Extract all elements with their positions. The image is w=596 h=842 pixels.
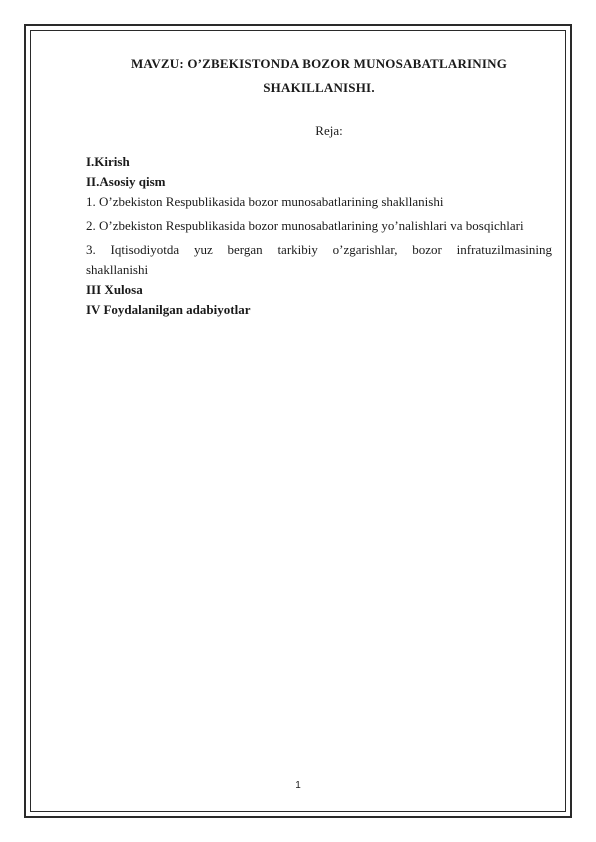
plan-item-2: 2. O’zbekiston Respublikasida bozor munosabatlarining yo’nalishlari va bosqichlari xyxy=(86,218,524,233)
section-conclusion: III Xulosa xyxy=(86,282,143,297)
document-title-line-2: SHAKILLANISHI. xyxy=(263,80,375,95)
section-introduction: I.Kirish xyxy=(86,154,130,169)
plan-item-1: 1. O’zbekiston Respublikasida bozor munosabatlarining shakllanishi xyxy=(86,194,444,209)
section-main-part: II.Asosiy qism xyxy=(86,174,166,189)
plan-item-3-line-2: shakllanishi xyxy=(86,262,149,277)
document-body xyxy=(86,52,552,320)
plan-heading: Reja: xyxy=(315,123,343,138)
plan-item-3-line-1: 3. Iqtisodiyotda yuz bergan tarkibiy o’zgarishlar, bozor infratuzilmasining xyxy=(86,242,552,257)
document-title-line-1: MAVZU: O’ZBEKISTONDA BOZOR MUNOSABATLARINING xyxy=(130,56,508,71)
page-number: 1 xyxy=(295,780,301,791)
section-references: IV Foydalanilgan adabiyotlar xyxy=(86,302,251,317)
